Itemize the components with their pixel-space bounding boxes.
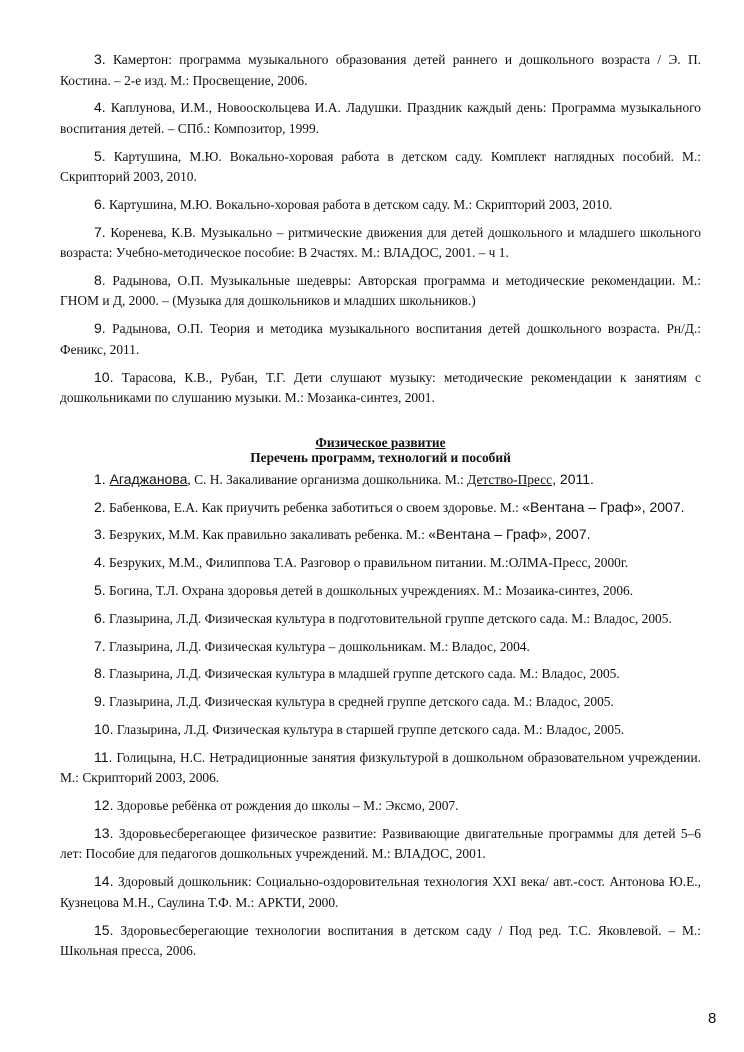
list-item bbox=[60, 367, 701, 409]
list-item bbox=[60, 719, 701, 741]
item-text: Здоровьесберегающее физическое развитие: Развивающие двигательные программы для детей 5–6 лет: Пособие для педагогов дошкольных учреждений. М.: ВЛАДОС, 2001. bbox=[60, 825, 701, 862]
item-text: Картушина, М.Ю. Вокально-хоровая работа в детском саду. Комплект наглядных пособий. М.: Скрипторий 2003, 2010. bbox=[60, 148, 701, 185]
list-item bbox=[60, 222, 701, 264]
item-text: Богина, Т.Л. Охрана здоровья детей в дошкольных учреждениях. М.: Мозаика-синтез, 2006. bbox=[109, 583, 634, 599]
list-item bbox=[60, 552, 701, 574]
item-number: 12. bbox=[94, 797, 114, 814]
item-text: Камертон: программа музыкального образования детей раннего и дошкольного возраста / Э. П. Костина. – 2-е изд. М.: Просвещение, 2006. bbox=[60, 52, 701, 88]
item-number: 10. bbox=[94, 368, 114, 385]
list-item bbox=[60, 920, 701, 962]
item-number: 7. bbox=[94, 637, 106, 654]
physical-bibliography-list bbox=[60, 469, 701, 962]
item-number: 13. bbox=[94, 824, 114, 841]
list-item bbox=[60, 194, 701, 216]
item-text: Коренева, К.В. Музыкально – ритмические движения для детей дошкольного и младшего школьного возраста: Учебно-методическое пособие: В 2частях. М.: ВЛАДОС, 2001. – ч 1. bbox=[60, 224, 701, 261]
list-item bbox=[60, 49, 701, 91]
item-number: 8. bbox=[94, 271, 106, 288]
item-number: 3. bbox=[94, 51, 106, 67]
list-item bbox=[60, 691, 701, 713]
item-number: 4. bbox=[94, 554, 106, 571]
list-item bbox=[60, 524, 701, 546]
item-publisher: «Вентана – Граф», 2007. bbox=[522, 498, 685, 515]
item-text: Тарасова, К.В., Рубан, Т.Г. Дети слушают музыку: методические рекомендации к занятиям с дошкольниками по слушанию музыки. М.: Мозаика-синтез, 2001. bbox=[60, 369, 701, 406]
item-text: Голицына, Н.С. Нетрадиционные занятия физкультурой в дошкольном образовательном учреждении. М.: Скрипторий 2003, 2006. bbox=[60, 749, 701, 786]
item-text: Глазырина, Л.Д. Физическая культура в средней группе детского сада. М.: Владос, 2005. bbox=[109, 694, 614, 710]
list-item bbox=[60, 497, 701, 519]
section-title: Физическое развитие bbox=[315, 434, 446, 450]
item-number: 5. bbox=[94, 582, 106, 599]
list-item bbox=[60, 871, 701, 913]
item-text: Безруких, М.М., Филиппова Т.А. Разговор о правильном питании. М.:ОЛМА-Пресс, 2000г. bbox=[109, 555, 629, 571]
author-link[interactable]: Агаджанова bbox=[109, 470, 188, 487]
item-number: 15. bbox=[94, 921, 114, 938]
item-number: 1. bbox=[94, 470, 106, 487]
item-text: Каплунова, И.М., Новооскольцева И.А. Ладушки. Праздник каждый день: Программа музыкального воспитания детей. – СПб.: Композитор, 1999. bbox=[60, 100, 701, 136]
list-item bbox=[60, 795, 701, 817]
document-page bbox=[60, 49, 701, 968]
item-number: 2. bbox=[94, 498, 106, 515]
item-text: Здоровьесберегающие технологии воспитания в детском саду / Под ред. Т.С. Яковлевой. – М.: Школьная пресса, 2006. bbox=[60, 922, 701, 959]
item-text: Глазырина, Л.Д. Физическая культура – дошкольникам. М.: Владос, 2004. bbox=[109, 638, 530, 654]
item-text: Картушина, М.Ю. Вокально-хоровая работа в детском саду. М.: Скрипторий 2003, 2010. bbox=[109, 196, 613, 212]
item-year: , 2011. bbox=[552, 470, 594, 487]
item-text: Радынова, О.П. Теория и методика музыкального воспитания детей дошкольного возраста. Рн/Д.: Феникс, 2011. bbox=[60, 321, 701, 357]
item-number: 11. bbox=[94, 748, 113, 765]
list-item bbox=[60, 747, 701, 789]
item-number: 5. bbox=[94, 147, 106, 164]
list-item bbox=[60, 97, 701, 139]
list-item bbox=[60, 146, 701, 188]
item-number: 4. bbox=[94, 99, 106, 116]
item-text: Бабенкова, Е.А. Как приучить ребенка заботиться о своем здоровье. М.: bbox=[109, 499, 523, 515]
section-subtitle: Перечень программ, технологий и пособий bbox=[250, 449, 511, 465]
item-number: 6. bbox=[94, 609, 106, 626]
music-bibliography-list bbox=[60, 49, 701, 409]
list-item bbox=[60, 636, 701, 658]
list-item bbox=[60, 663, 701, 685]
item-number: 6. bbox=[94, 195, 106, 212]
item-number: 7. bbox=[94, 223, 106, 240]
item-publisher: «Вентана – Граф», 2007. bbox=[428, 526, 591, 543]
item-text: Глазырина, Л.Д. Физическая культура в старшей группе детского сада. М.: Владос, 2005. bbox=[116, 722, 625, 738]
item-number: 14. bbox=[94, 873, 114, 890]
item-text: Безруких, М.М. Как правильно закаливать ребенка. М.: bbox=[109, 527, 429, 543]
list-item bbox=[60, 318, 701, 360]
item-number: 9. bbox=[94, 693, 106, 710]
page-number: 8 bbox=[708, 1010, 717, 1027]
item-text: Глазырина, Л.Д. Физическая культура в подготовительной группе детского сада. М.: Владос, 2005. bbox=[109, 610, 672, 626]
list-item bbox=[60, 608, 701, 630]
item-number: 8. bbox=[94, 665, 106, 682]
item-number: 10. bbox=[94, 721, 114, 738]
item-number: 9. bbox=[94, 320, 106, 337]
item-text: , С. Н. Закаливание организма дошкольника. М.: bbox=[187, 471, 468, 487]
item-text: Радынова, О.П. Музыкальные шедевры: Авторская программа и методические рекомендации. М.: ГНОМ и Д, 2000. – (Музыка для дошкольников и младших школьников.) bbox=[60, 272, 701, 309]
item-text: Здоровье ребёнка от рождения до школы – М.: Эксмо, 2007. bbox=[116, 798, 459, 814]
list-item bbox=[60, 469, 701, 491]
physical-list-rest bbox=[60, 552, 701, 961]
list-item bbox=[60, 580, 701, 602]
item-text: Здоровый дошкольник: Социально-оздоровительная технология XXI века/ авт.-сост. Антонова Ю.Е., Кузнецова М.Н., Саулина Т.Ф. М.: АРКТИ, 2000. bbox=[60, 874, 701, 910]
item-number: 3. bbox=[94, 526, 106, 543]
item-text: Глазырина, Л.Д. Физическая культура в младшей группе детского сада. М.: Владос, 2005. bbox=[109, 666, 620, 682]
publisher-link[interactable]: Детство-Пресс bbox=[467, 471, 553, 487]
list-item bbox=[60, 270, 701, 312]
list-item bbox=[60, 823, 701, 865]
